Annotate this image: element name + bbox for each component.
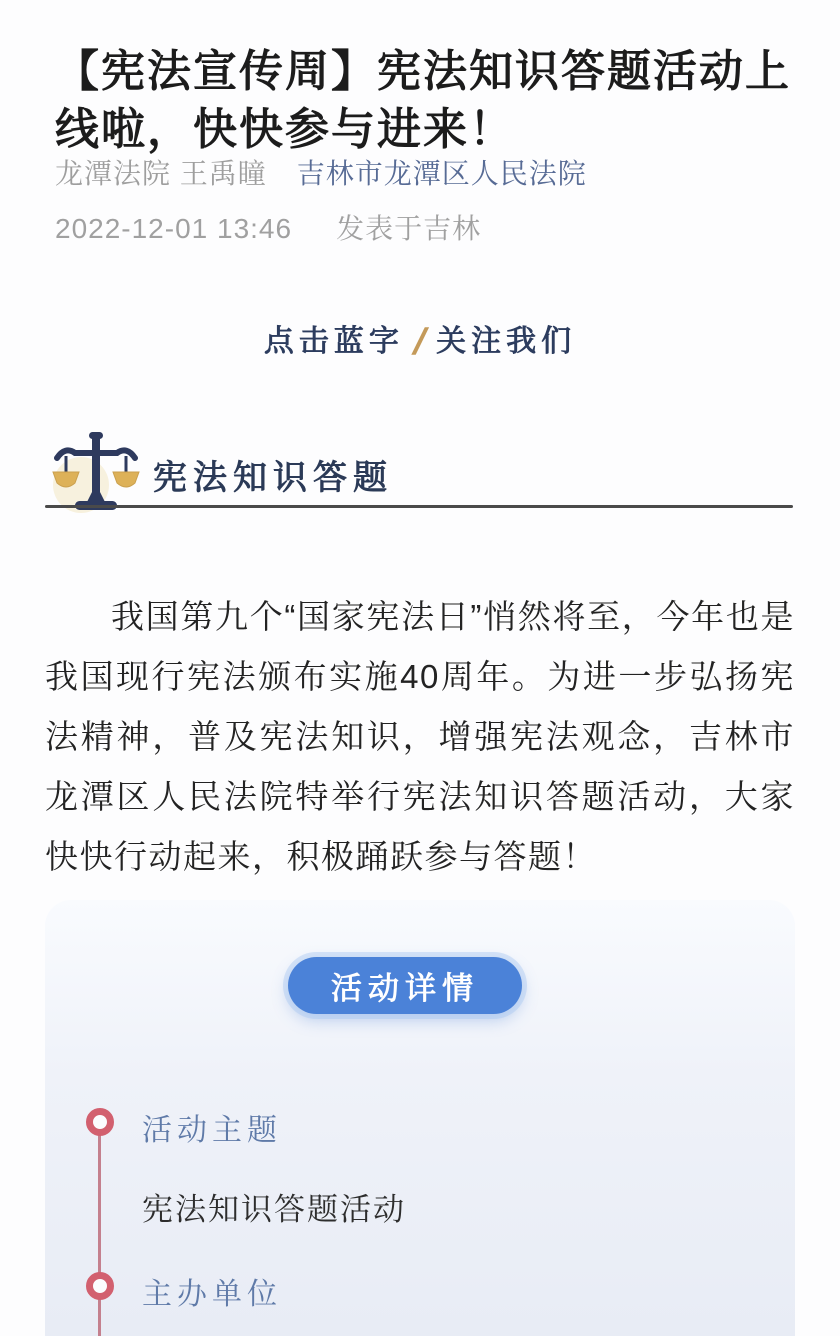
timeline-item-value: 宪法知识答题活动 xyxy=(142,1192,406,1227)
article-byline xyxy=(55,152,587,192)
account-name-link[interactable]: 吉林市龙潭区人民法院 xyxy=(296,158,587,189)
section-header xyxy=(45,430,795,512)
publish-location: 发表于吉林 xyxy=(336,213,482,244)
follow-banner-right: 关注我们 xyxy=(436,325,577,358)
article-title: 【宪法宣传周】宪法知识答题活动上线啦，快快参与进来！ xyxy=(55,47,791,155)
scales-of-justice-icon xyxy=(51,430,141,514)
timeline-item-label: 活动主题 xyxy=(142,1114,282,1147)
timeline-line xyxy=(98,1122,101,1336)
section-title: 宪法知识答题 xyxy=(153,459,393,497)
timeline-ring-dot-icon xyxy=(86,1272,114,1300)
publish-info xyxy=(55,207,481,247)
timeline-ring-dot-icon xyxy=(86,1108,114,1136)
section-divider xyxy=(45,505,793,508)
timeline-item-label: 主办单位 xyxy=(142,1278,282,1311)
details-card xyxy=(45,900,795,1336)
author-name: 龙潭法院 王禹瞳 xyxy=(55,158,267,189)
follow-banner xyxy=(0,316,840,363)
activity-details-button[interactable]: 活动详情 xyxy=(288,957,522,1014)
publish-time: 2022-12-01 13:46 xyxy=(55,213,293,244)
slash-separator-icon: / xyxy=(411,321,427,362)
follow-banner-left: 点击蓝字 xyxy=(263,325,404,358)
article-paragraph: 我国第九个“国家宪法日”悄然将至，今年也是我国现行宪法颁布实施40周年。为进一步弘扬宪法精神，普及宪法知识，增强宪法观念，吉林市龙潭区人民法院特举行宪法知识答题活动，大家快快行动起来，积极踊跃参与答题！ xyxy=(45,598,795,875)
